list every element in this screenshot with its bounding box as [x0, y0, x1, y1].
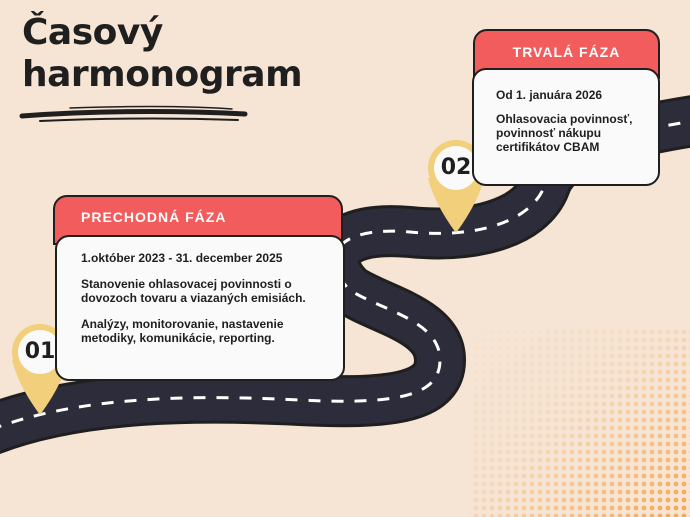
- phase-date: Od 1. januára 2026: [496, 88, 603, 102]
- pin-number-01: 01: [24, 339, 56, 364]
- title-line-2: harmonogram: [22, 54, 303, 95]
- phase-heading: PRECHODNÁ FÁZA: [53, 195, 343, 245]
- phase-body: [472, 68, 660, 186]
- title-line-1: Časový: [22, 12, 163, 53]
- brush-underline: [22, 112, 245, 116]
- page-title: [22, 12, 302, 96]
- halftone-dots: [470, 330, 690, 517]
- phase-date: 1.október 2023 - 31. december 2025: [81, 251, 283, 265]
- phase-heading: TRVALÁ FÁZA: [473, 29, 660, 79]
- phase-text-1: Ohlasovacia povinnosť, povinnosť nákupu certifikátov CBAM: [496, 112, 633, 154]
- phase-body: [55, 235, 345, 381]
- pin-number-02: 02: [440, 155, 472, 180]
- phase-text-1: Stanovenie ohlasovacej povinnosti o dovozoch tovaru a viazaných emisiách.: [81, 277, 306, 305]
- phase-text-2: Analýzy, monitorovanie, nastavenie metodiky, komunikácie, reporting.: [81, 317, 284, 345]
